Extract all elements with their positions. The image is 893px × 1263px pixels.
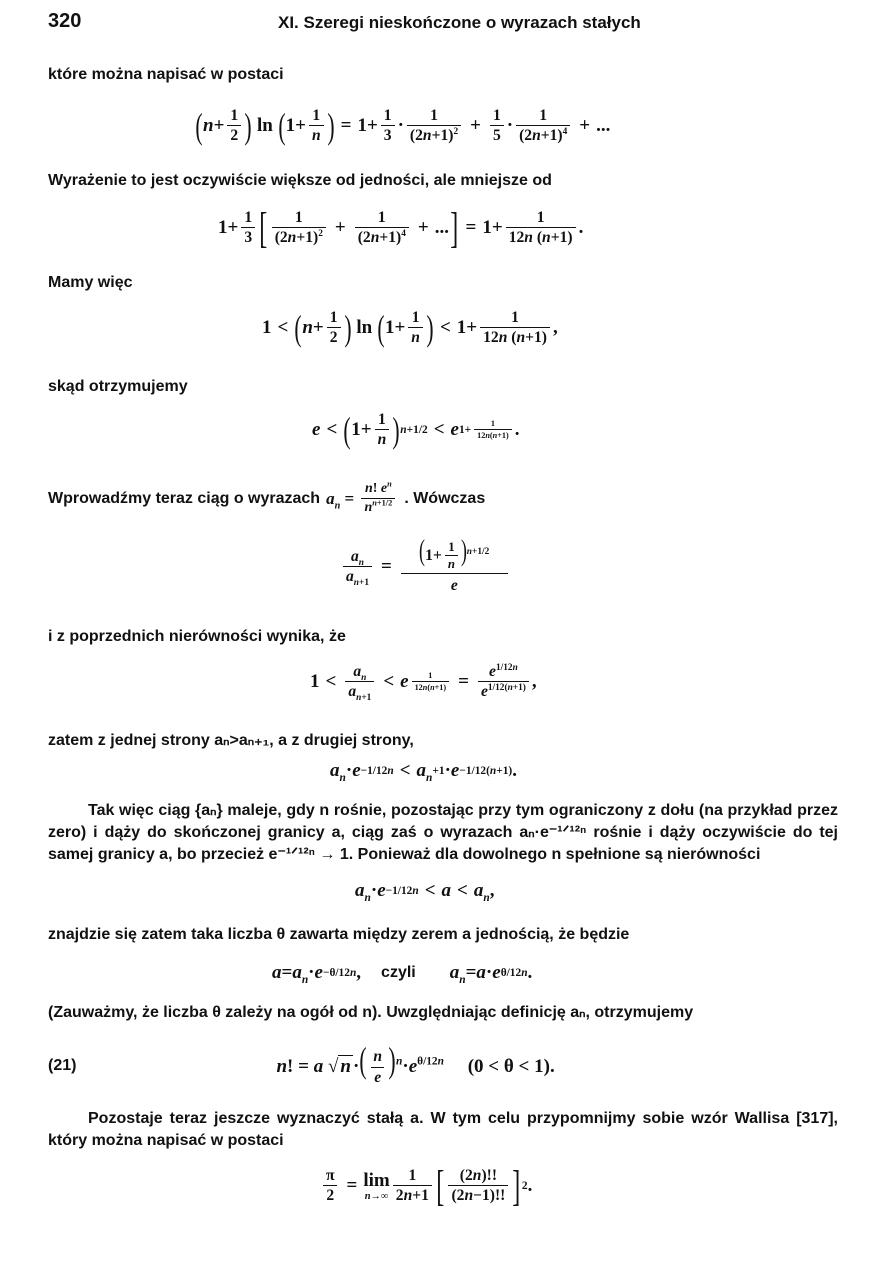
page-number: 320: [48, 10, 82, 32]
paragraph-4: skąd otrzymujemy: [48, 378, 188, 395]
paragraph-5-tail: . Wówczas: [404, 489, 486, 507]
paragraph-3: Mamy więc: [48, 274, 133, 291]
equation-21: (21) n! = a √ n ·( $\frac{n}{e}$ )$^n\cdot e^{\theta/12n}$ (0 < θ < 1).: [48, 1040, 555, 1086]
paragraph-11: [48, 1108, 838, 1152]
equation-monotone: $a_n$ · e −1/12n < $a_n$ +1 · e −1/12(n+1) .: [330, 760, 517, 784]
paragraph-7: zatem z jednej strony aₙ>aₙ₊₁, a z drugiej strony,: [48, 732, 414, 749]
equation-upper-bound: 1+ $\frac{1}{3}$ [ $\frac{1}{(2n+1)^2}$ + $\frac{1}{(2n+1)^4}$ + ... ] = 1+ $\frac{1}{12n (n+1)}$ .: [218, 203, 584, 252]
paragraph-10: (Zauważmy, że liczba θ zależy na ogół od n). Uwzględniając definicję aₙ, otrzymujemy: [48, 1004, 694, 1021]
paragraph-5-lead: Wprowadźmy teraz ciąg o wyrazach: [48, 489, 321, 507]
equation-number: (21): [48, 1056, 77, 1074]
equation-definition-an: $a_n$ = $\frac{n! e^n}{n^{n+1/2}}$: [326, 482, 398, 515]
paragraph-2: Wyrażenie to jest oczywiście większe od jedności, ale mniejsze od: [48, 172, 552, 189]
equation-ratio: $\frac{a_n}{a_{n+1}}$ = (1+ $\frac{1}{n}$ )$^{n+1/2}$ e: [340, 540, 511, 594]
equation-squeeze: $a_n$ · e −1/12n < a < $a_n$ ,: [355, 880, 495, 904]
equation-exponential-bound: e < ( 1+ $\frac{1}{n}$ ) n+1/2 < e 1+ $\frac{1}{12n(n+1)}$ .: [312, 409, 520, 450]
paragraph-1: które można napisać w postaci: [48, 66, 284, 83]
paragraph-8: [48, 800, 838, 866]
equation-wallis: $\frac{\pi}{2}$ = lim n→∞ $\frac{1}{2n+1}$ [ $\frac{(2n)!!}{(2n-1)!!}$ ] 2 .: [320, 1168, 532, 1205]
running-header: [48, 10, 845, 34]
paragraph-11-text: Pozostaje teraz jeszcze wyznaczyć stałą a. W tym celu przypomnijmy sobie wzór Wallisa [317], który można napisać w postaci: [48, 1110, 838, 1149]
paragraph-6: i z poprzednich nierówności wynika, że: [48, 628, 346, 645]
equation-theta: a = $a_n$ · e −θ/12n , czyli $a_n$ = a · e θ/12n .: [272, 962, 533, 986]
running-title: XI. Szeregi nieskończone o wyrazach stałych: [278, 13, 641, 32]
paragraph-8-text: Tak więc ciąg {aₙ} maleje, gdy n rośnie, pozostając przy tym ograniczony z dołu (na przykład przez zero) i dąży do skończonej granicy a, ciąg zaś o wyrazach aₙ·e⁻¹ᐟ¹²ⁿ rośnie i dąży oczywiście do tej samej granicy a, bo przecież e⁻¹ᐟ¹²ⁿ → 1. Ponieważ dla dowolnego n spełnione są nierówności: [48, 802, 838, 863]
equation-series-expansion: ( n + $\frac{1}{2}$ ) ln ( 1+ $\frac{1}{n}$ ) = 1+ $\frac{1}{3}$ · $\frac{1}{(2n+1)^2}$ + $\frac{1}{5}$ · $\frac{1}{(2n+1)^4}$ + ...: [195, 105, 611, 146]
equation-inequality-ln: 1 < ( n + $\frac{1}{2}$ ) ln ( 1+ $\frac{1}{n}$ ) < 1+ $\frac{1}{12n (n+1)}$ ,: [262, 307, 558, 348]
word-czyli: czyli: [381, 964, 416, 981]
paragraph-9: znajdzie się zatem taka liczba θ zawarta między zerem a jednością, że będzie: [48, 926, 630, 943]
paragraph-5: [48, 479, 486, 515]
equation-ratio-bound: 1 < $\frac{a_n}{a_{n+1}}$ < e $\frac{1}{12n(n+1)}$ = $\frac{e^{1/12n}}{e^{1/12(n+1)}}$ ,: [310, 662, 537, 704]
